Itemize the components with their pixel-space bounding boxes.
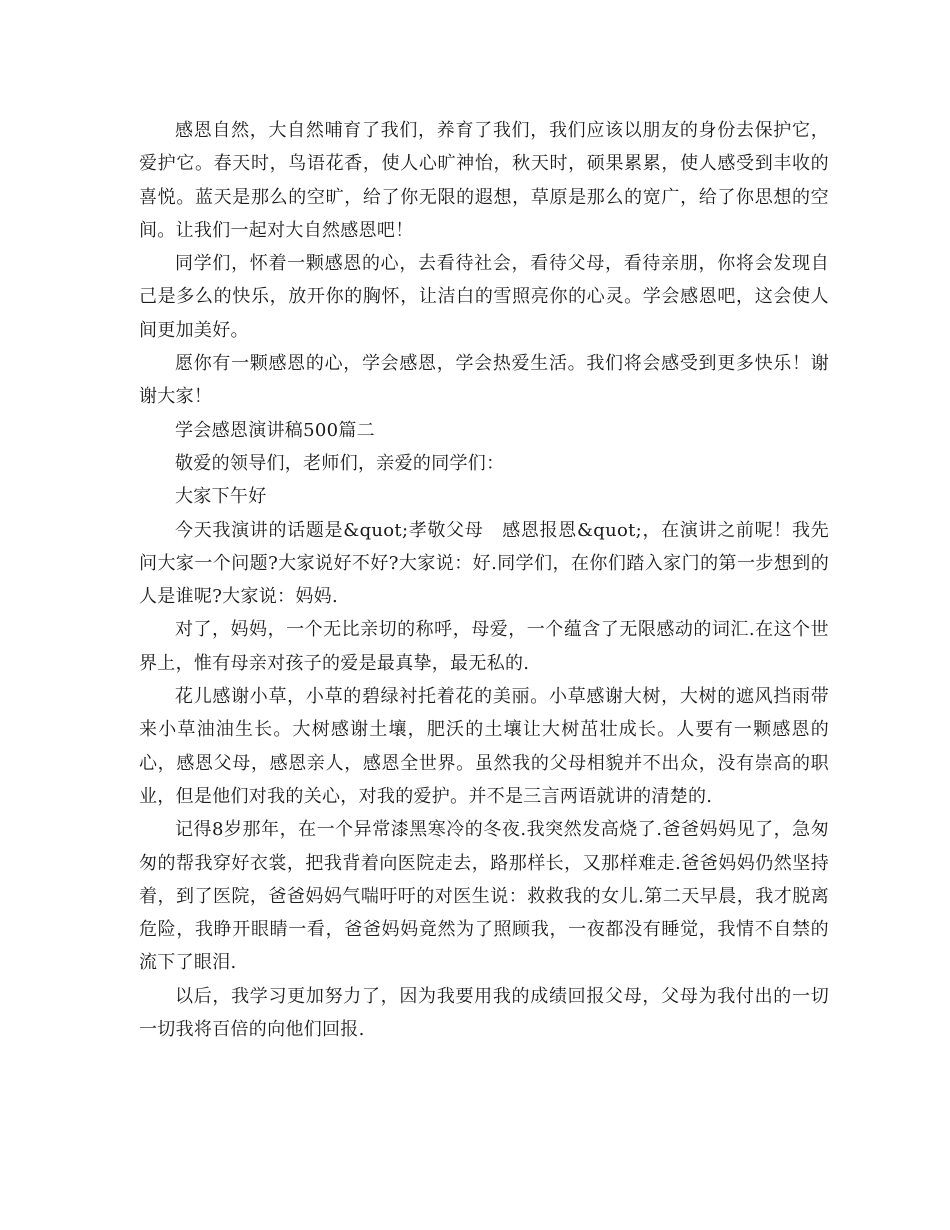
paragraph-flowers: 花儿感谢小草，小草的碧绿衬托着花的美丽。小草感谢大树，大树的遮风挡雨带来小草油油生长。大树感谢土壤，肥沃的土壤让大树茁壮成长。人要有一颗感恩的心，感恩父母，感恩亲人，感恩全世界。虽然我的父母相貌并不出众，没有崇高的职业，但是他们对我的关心，对我的爱护。并不是三言两语就讲的清楚的. [139, 686, 829, 807]
document-body [139, 114, 829, 1046]
greeting: 大家下午好 [175, 486, 267, 508]
salutation: 敬爱的领导们，老师们，亲爱的同学们： [175, 452, 505, 474]
paragraph-gratitude-nature: 感恩自然，大自然哺育了我们，养育了我们，我们应该以朋友的身份去保护它，爱护它。春天时，鸟语花香，使人心旷神怡，秋天时，硕果累累，使人感受到丰收的喜悦。蓝天是那么的空旷，给了你无限的遐想，草原是那么的宽广，给了你思想的空间。让我们一起对大自然感恩吧！ [139, 120, 829, 241]
paragraph-topic: 今天我演讲的话题是&quot;孝敬父母 感恩报恩&quot;，在演讲之前呢！我先问大家一个问题?大家说好不好?大家说：好.同学们，在你们踏入家门的第一步想到的人是谁呢?大家说：妈妈. [139, 519, 829, 608]
paragraph-memory: 记得8岁那年，在一个异常漆黑寒冷的冬夜.我突然发高烧了.爸爸妈妈见了，急匆匆的帮我穿好衣裳，把我背着向医院走去，路那样长，又那样难走.爸爸妈妈仍然坚持着，到了医院，爸爸妈妈气喘吁吁的对医生说：救救我的女儿.第二天早晨，我才脱离危险，我睁开眼睛一看，爸爸妈妈竟然为了照顾我，一夜都没有睡觉，我情不自禁的流下了眼泪. [139, 819, 829, 974]
paragraph-afterwards: 以后，我学习更加努力了，因为我要用我的成绩回报父母，父母为我付出的一切一切我将百倍的向他们回报. [139, 985, 829, 1041]
paragraph-classmates: 同学们，怀着一颗感恩的心，去看待社会，看待父母，看待亲朋，你将会发现自己是多么的快乐，放开你的胸怀，让洁白的雪照亮你的心灵。学会感恩吧，这会使人间更加美好。 [139, 253, 829, 341]
section-heading: 学会感恩演讲稿500篇二 [175, 419, 375, 441]
paragraph-wish: 愿你有一颗感恩的心，学会感恩，学会热爱生活。我们将会感受到更多快乐！谢谢大家！ [139, 353, 829, 408]
paragraph-mother: 对了，妈妈，一个无比亲切的称呼，母爱，一个蕴含了无限感动的词汇.在这个世界上，惟有母亲对孩子的爱是最真挚，最无私的. [139, 619, 829, 674]
